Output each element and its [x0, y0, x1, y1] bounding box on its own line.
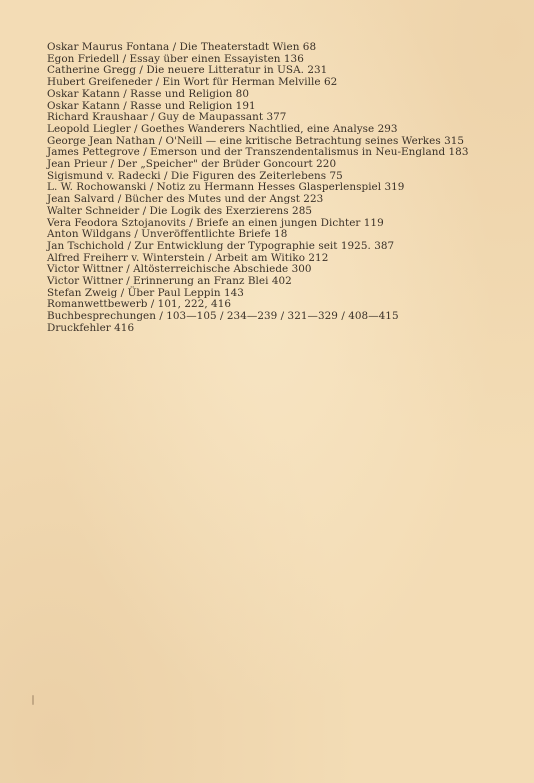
index-entry: Buchbesprechungen / 103—105 / 234—239 / 321—329 / 408—415 [47, 310, 399, 323]
index-entry: Leopold Liegler / Goethes Wanderers Nachtlied, eine Analyse 293 [47, 122, 398, 135]
index-entry: Egon Friedell / Essay über einen Essayisten 136 [47, 52, 304, 65]
paper-mark [32, 695, 34, 705]
index-entry: Victor Wittner / Erinnerung an Franz Blei 402 [47, 275, 292, 288]
index-entry: Jean Prieur / Der „Speicher" der Brüder Goncourt 220 [47, 158, 337, 171]
index-entry: Walter Schneider / Die Logik des Exerzierens 285 [47, 204, 313, 217]
index-entry: Romanwettbewerb / 101, 222, 416 [47, 298, 232, 311]
index-list [47, 42, 517, 335]
index-entry: Jan Tschichold / Zur Entwicklung der Typographie seit 1925. 387 [47, 239, 395, 252]
index-entry: Oskar Katann / Rasse und Religion 80 [47, 87, 250, 100]
index-entry: James Pettegrove / Emerson und der Transzendentalismus in Neu-England 183 [47, 146, 469, 159]
index-entry: Oskar Katann / Rasse und Religion 191 [47, 99, 256, 112]
index-entry: Anton Wildgans / Unveröffentlichte Briefe 18 [47, 228, 288, 241]
index-entry: Victor Wittner / Altösterreichische Abschiede 300 [47, 263, 312, 276]
index-entry: Alfred Freiherr v. Winterstein / Arbeit am Witiko 212 [47, 251, 329, 264]
index-entry: Catherine Gregg / Die neuere Litteratur in USA. 231 [47, 64, 328, 77]
index-entry: Hubert Greifeneder / Ein Wort für Herman Melville 62 [47, 76, 338, 89]
index-entry: Stefan Zweig / Über Paul Leppin 143 [47, 286, 244, 299]
index-entry: Vera Feodora Sztojanovits / Briefe an einen jungen Dichter 119 [47, 216, 384, 229]
index-entry: George Jean Nathan / O'Neill — eine kritische Betrachtung seines Werkes 315 [47, 134, 465, 147]
index-entry: Sigismund v. Radecki / Die Figuren des Zeiterlebens 75 [47, 169, 343, 182]
index-entry: Jean Salvard / Bücher des Mutes und der Angst 223 [47, 193, 324, 206]
index-entry: Oskar Maurus Fontana / Die Theaterstadt Wien 68 [47, 41, 317, 53]
index-entry: L. W. Rochowanski / Notiz zu Hermann Hesses Glasperlenspiel 319 [47, 181, 405, 194]
index-entry: Druckfehler 416 [47, 321, 135, 334]
index-entry: Richard Kraushaar / Guy de Maupassant 377 [47, 111, 287, 124]
